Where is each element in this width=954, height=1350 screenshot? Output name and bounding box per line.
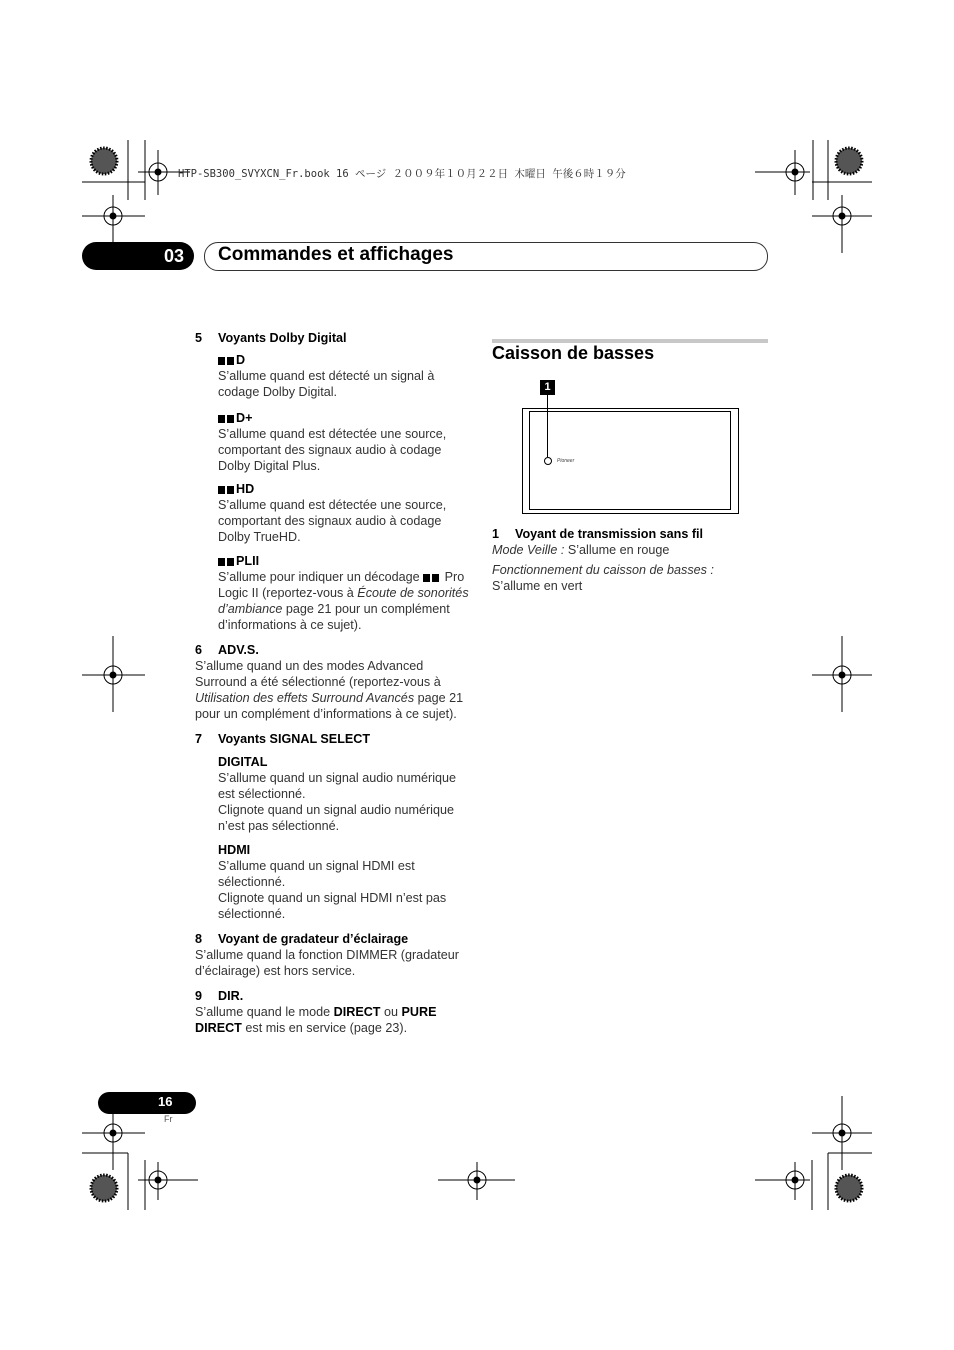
cross-reference-link[interactable]: Utilisation des effets Surround Avancés — [195, 691, 415, 705]
dolby-icon — [218, 415, 225, 423]
mode-standby: Mode Veille : S’allume en rouge — [492, 543, 670, 557]
dolby-hd-text: S’allume quand est détectée une source, comportant des signaux audio à codage Dolby TrueHD. — [218, 498, 447, 544]
dolby-pl-label: PLII — [218, 553, 471, 569]
section-6-text: S’allume quand un des modes Advanced Surround a été sélectionné (reportez-vous à Utilisation des effets Surround Avancés page 21 pour un complément d’informations à ce sujet). — [195, 659, 464, 721]
page-language: Fr — [164, 1114, 173, 1124]
item-1-heading — [492, 526, 768, 542]
digital-line-1: S’allume quand un signal audio numérique est sélectionné. — [218, 771, 457, 801]
digital-label: DIGITAL — [218, 755, 268, 769]
section-number: 7 — [195, 732, 203, 746]
item-title: Voyant de transmission sans fil — [515, 527, 704, 541]
dolby-icon — [218, 486, 225, 494]
hdmi-line-2: Clignote quand un signal HDMI n’est pas sélectionné. — [218, 891, 447, 921]
hdmi-line-1: S’allume quand un signal HDMI est sélectionné. — [218, 859, 415, 889]
section-8-heading — [195, 931, 471, 947]
mode-operation-text: S’allume en vert — [492, 579, 583, 593]
left-column — [195, 330, 471, 1036]
pioneer-logo: Pioneer — [557, 458, 575, 464]
page-number: 16 — [158, 1094, 173, 1109]
dolby-icon — [227, 486, 234, 494]
dolby-icon — [227, 357, 234, 365]
digital-line-2: Clignote quand un signal audio numérique n’est pas sélectionné. — [218, 803, 454, 833]
dolby-icon — [423, 574, 430, 582]
section-8-text: S’allume quand la fonction DIMMER (gradateur d’éclairage) est hors service. — [195, 948, 459, 978]
dolby-icon — [218, 558, 225, 566]
chapter-number-badge — [82, 242, 194, 270]
dolby-icon — [218, 357, 225, 365]
section-title: ADV.S. — [218, 643, 259, 657]
dolby-pl-text: S’allume pour indiquer un décodage Pro Logic II (reportez-vous à Écoute de sonorités d’ambiance page 21 pour un complément d’informations à ce sujet). — [218, 570, 469, 632]
dolby-icon — [227, 415, 234, 423]
dolby-hd-label: HD — [218, 481, 471, 497]
print-header: HTP-SB300_SVYXCN_Fr.book 16 ページ ２００９年１０月２２日 木曜日 午後６時１９分 — [178, 168, 626, 180]
section-number: 5 — [195, 331, 203, 345]
section-number: 8 — [195, 932, 203, 946]
section-title: Voyant de gradateur d’éclairage — [218, 932, 409, 946]
section-title: Voyants SIGNAL SELECT — [218, 732, 371, 746]
wireless-led-icon — [544, 457, 552, 465]
section-5-heading — [195, 330, 471, 346]
hdmi-label: HDMI — [218, 843, 251, 857]
chapter-number: 03 — [163, 246, 185, 266]
chapter-title: Commandes et affichages — [218, 244, 454, 265]
section-title: DIR. — [218, 989, 244, 1003]
mode-operation-label: Fonctionnement du caisson de basses : — [492, 563, 714, 577]
section-title: Voyants Dolby Digital — [218, 331, 347, 345]
item-number: 1 — [492, 527, 500, 541]
dolby-icon — [227, 558, 234, 566]
dolby-d-text: S’allume quand est détecté un signal à codage Dolby Digital. — [218, 369, 435, 399]
callout-badge: 1 — [540, 380, 555, 395]
dolby-dplus-label: D+ — [218, 410, 471, 426]
section-9-text: S’allume quand le mode DIRECT ou PURE DIRECT est mis en service (page 23). — [195, 1005, 437, 1035]
section-9-heading — [195, 988, 471, 1004]
dolby-d-label: D — [218, 352, 471, 368]
right-column-text — [492, 526, 768, 594]
dolby-icon — [432, 574, 439, 582]
dolby-dplus-text: S’allume quand est détectée une source, comportant des signaux audio à codage Dolby Digital Plus. — [218, 427, 447, 473]
section-6-heading — [195, 642, 471, 658]
page-number-badge — [98, 1092, 196, 1114]
section-7-heading — [195, 731, 471, 747]
section-title-subwoofer: Caisson de basses — [492, 343, 655, 363]
section-number: 9 — [195, 989, 203, 1003]
section-number: 6 — [195, 643, 203, 657]
cross-reference-link[interactable]: Écoute de sonorités d’ambiance — [218, 586, 469, 616]
